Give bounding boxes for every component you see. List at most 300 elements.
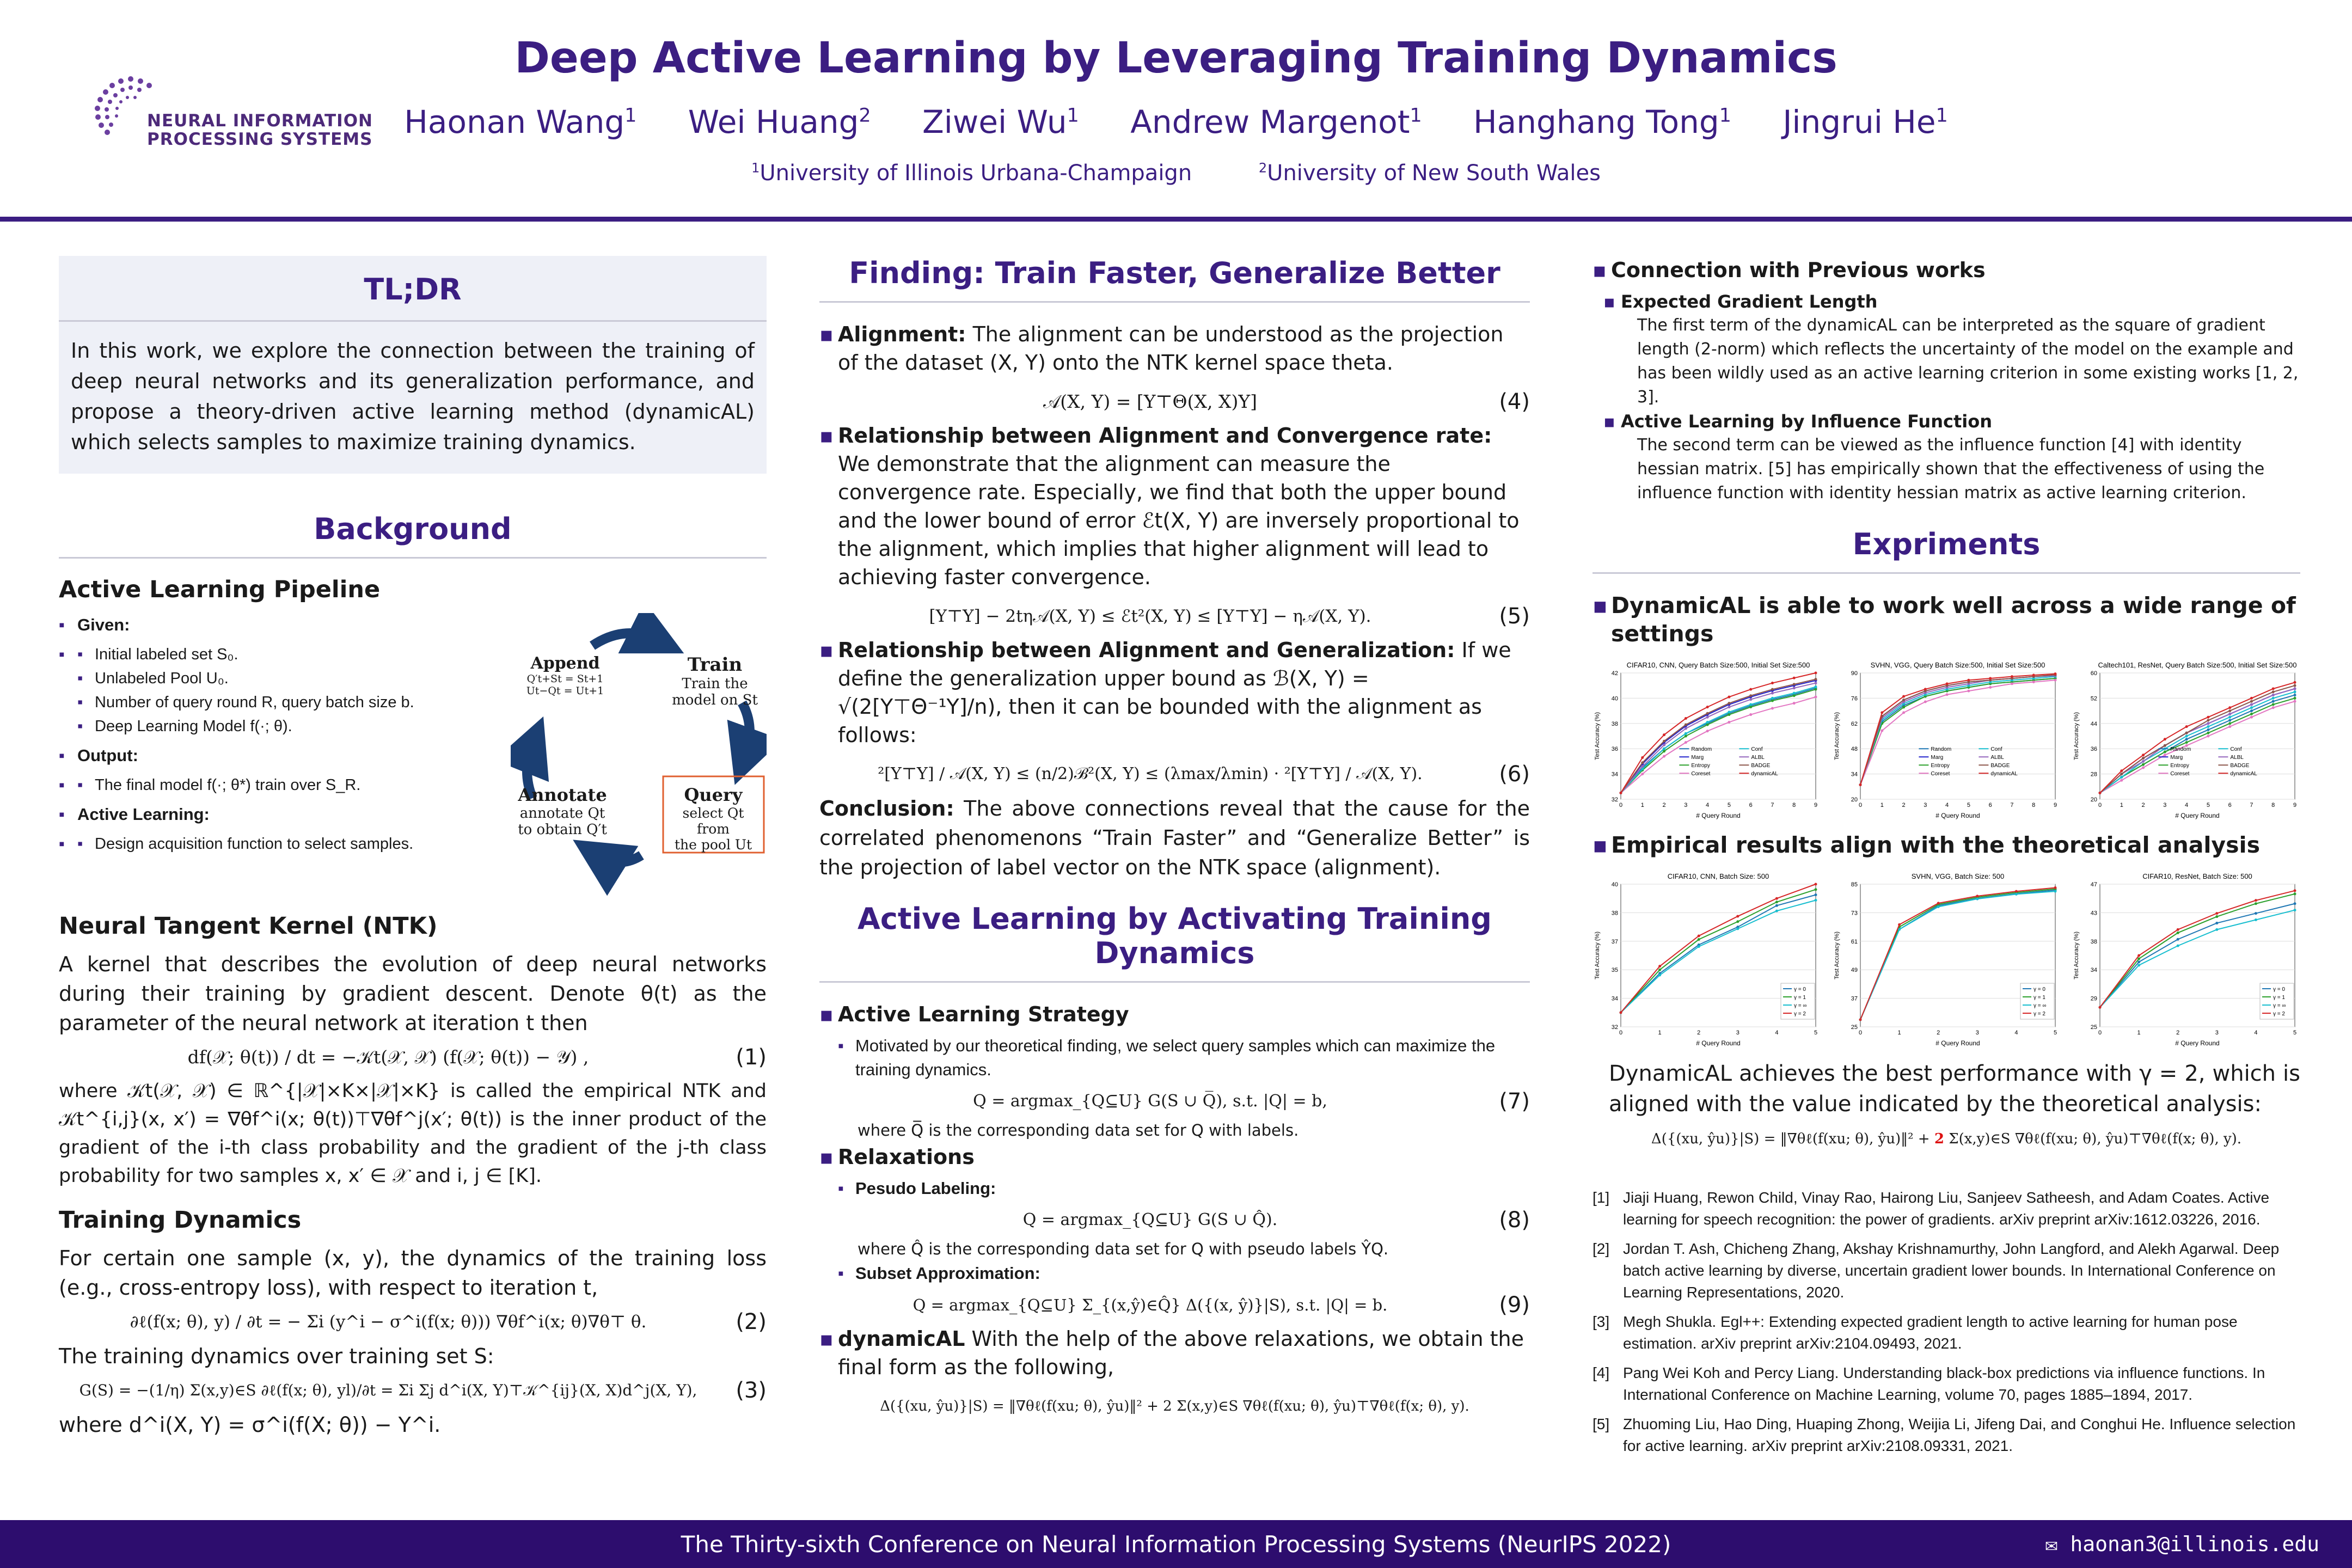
data-point [1815,672,1817,675]
chart-title: CIFAR10, ResNet, Batch Size: 500 [2142,872,2252,880]
data-point [2228,713,2231,715]
column-left [59,256,767,1440]
references [1592,1187,2300,1457]
author: Hanghang Tong$^1$ [1473,103,1731,140]
legend-label: dynamicAL [1990,771,2018,777]
y-tick-label: 38 [1611,720,1618,727]
legend-label: γ = 0 [2273,987,2285,993]
data-point [2054,890,2057,893]
data-point [2215,915,2218,918]
data-point [1749,703,1752,706]
y-tick-label: 28 [2090,771,2097,778]
subset-label: ▪ Subset Approximation: [838,1261,1530,1285]
y-tick-label: 35 [1611,967,1618,974]
if-label: ▪ Active Learning by Influence Function [1603,409,2300,433]
data-point [1793,692,1796,695]
y-tick-label: 60 [2090,670,2097,677]
data-point [1749,694,1752,697]
data-point [2272,690,2275,693]
data-point [1775,904,1778,907]
chart-svhn-vgg [1832,658,2061,821]
data-point [1793,683,1796,685]
alignment-item: ▪ Alignment: The alignment can be understood as the projection of the dataset (X, Y) onto the NTK kernel space theta. [819,320,1530,377]
data-point [1967,679,1970,682]
data-point [2250,703,2253,706]
tldr-text: In this work, we explore the connection between the training of deep neural networks and its generalization performance, and propose a theory-driven active learning method (dynamicAL) which selects samples to maximize training dynamics. [71,339,755,454]
output-item: ▪ ▪ The final model f(·; θ*) train over S_R. [77,773,505,797]
author: Wei Huang$^2$ [688,103,871,140]
data-point [2272,694,2275,696]
x-tick-label: 0 [1858,802,1863,808]
ntk-heading: Neural Tangent Kernel (NTK) [59,912,438,940]
y-tick-label: 40 [1611,695,1618,702]
legend-label: γ = 2 [2273,1011,2285,1017]
data-point [2032,681,2035,683]
data-point [2272,700,2275,703]
equation-final: Δ({(xu, ŷu)}|S) = ‖∇θℓ(f(xu; θ), ŷu)‖² + 2 Σ(x,y)∈S ∇θℓ(f(xu; θ), ŷu)⊤∇θℓ(f(x; θ), y). [880,1398,1469,1414]
legend-label: γ = 0 [2033,987,2045,993]
legend-label: Random [1931,746,1952,753]
pipeline-block [59,613,767,896]
y-tick-label: 25 [2090,1024,2097,1031]
strategy-label: ▪ Active Learning Strategy [819,1000,1530,1028]
equation-8: Q = argmax_{Q⊆U} G(S ∪ Q̂). (8) [1022,1208,1530,1233]
eq7-note: where Q̅ is the corresponding data set for Q with labels. [857,1121,1299,1140]
data-point [2185,725,2188,728]
data-point [1815,893,1817,896]
data-point [2228,719,2231,722]
y-tick-label: 32 [1611,1024,1618,1031]
y-tick-label: 38 [2090,938,2097,945]
legend-label: BADGE [1751,763,1771,769]
x-tick-label: 4 [1775,1030,1779,1036]
poster-footer [0,1520,2352,1568]
data-point [2137,957,2140,960]
y-tick-label: 90 [1851,670,1858,677]
data-point [2207,728,2209,731]
y-tick-label: 29 [2090,995,2097,1002]
y-tick-label: 20 [1851,797,1858,803]
data-point [1775,910,1778,912]
tldr-heading: TL;DR [59,256,767,322]
data-point [1775,901,1778,903]
data-point [2272,703,2275,706]
y-tick-label: 47 [2090,881,2097,888]
reference-item: [1] Jiaji Huang, Rewon Child, Vinay Rao, Hairong Liu, Sanjeev Satheesh, and Adam Coates. Active learning for speech recognition: the power of gradients. arXiv preprint arXiv:1612.03226, 2016. [1592,1189,2270,1228]
y-tick-label: 37 [1851,995,1858,1002]
legend-label: Conf [1990,746,2002,753]
x-tick-label: 6 [1749,802,1753,808]
data-point [2164,751,2166,754]
data-point [2120,773,2123,775]
author: Ziwei Wu$^1$ [922,103,1079,140]
al-item: ▪ ▪ Design acquisition function to select samples. [77,832,505,856]
x-tick-label: 5 [1727,802,1731,808]
legend-label: BADGE [2230,763,2250,769]
x-tick-label: 5 [2206,802,2210,808]
given-item: ▪ ▪ Initial labeled set S₀. [77,642,505,666]
data-point [1771,692,1774,695]
data-point [1663,744,1665,746]
data-point [2228,716,2231,719]
x-tick-label: 3 [1684,802,1688,808]
plot-area [1860,673,2055,799]
data-point [1736,915,1739,917]
x-axis-label: # Query Round [1935,1039,1980,1047]
chart-gamma-svhn-vgg [1832,869,2061,1049]
chart-title: SVHN, VGG, Batch Size: 500 [1911,872,2005,880]
data-point [2054,679,2057,682]
data-point [2255,902,2257,905]
data-point [2250,697,2253,700]
data-point [2294,681,2296,684]
data-point [2137,964,2140,966]
legend-label: γ = ∞ [1794,1003,1807,1009]
data-point [2185,741,2188,744]
data-point [1698,938,1700,941]
y-tick-label: 42 [1611,670,1618,677]
data-point [2294,892,2296,895]
contact-email[interactable]: ✉ haonan3@illinois.edu [2045,1532,2319,1556]
chart-caltech101-resnet [2072,658,2300,821]
td-heading: Training Dynamics [59,1206,302,1234]
data-point [1898,928,1901,930]
data-point [1706,724,1709,726]
poster-header [0,0,2352,218]
x-tick-label: 1 [2137,1030,2141,1036]
data-point [2207,725,2209,728]
x-tick-label: 9 [2293,802,2297,808]
equation-5: [Y⊤Y] − 2tη𝒜(X, Y) ≤ ℰt²(X, Y) ≤ [Y⊤Y] − η𝒜(X, Y). (5) [929,604,1530,629]
data-point [1881,711,1883,714]
legend-label: BADGE [1990,763,2010,769]
author-list [0,103,2352,140]
equation-4: 𝒜(X, Y) = [Y⊤Θ(X, X)Y] (4) [1043,389,1530,414]
data-point [1620,1011,1622,1014]
al-method-heading: Active Learning by Activating Training Dynamics [819,902,1530,983]
legend-label: Entropy [1691,763,1710,769]
data-point [1946,682,1949,685]
data-point [2250,706,2253,709]
data-point [2255,899,2257,902]
x-tick-label: 0 [1619,802,1623,808]
td-text-2: The training dynamics over training set S: [59,1344,494,1368]
legend-label: Random [2170,746,2191,753]
data-point [2120,779,2123,782]
data-point [2177,928,2179,931]
data-point [2294,909,2296,911]
data-point [2250,709,2253,712]
column-middle [819,256,1530,1426]
legend-label: γ = ∞ [2033,1003,2047,1009]
annotate-node: Annotate annotate Qt to obtain Q′t [518,785,607,838]
data-point [1815,696,1817,699]
data-point [1793,677,1796,679]
generalization-item: ▪ Relationship between Alignment and Generalization: If we define the generalization upper bound as ℬ(X, Y) = √(2[Y⊤Θ⁻¹Y]/n), then it can be bounded with the alignment as follows: [819,636,1530,749]
legend-label: γ = 1 [2033,995,2045,1001]
legend-label: Coreset [2170,771,2190,777]
equation-9: Q = argmax_{Q⊆U} Σ_{(x,ŷ)∈Q̂} Δ({(x, ŷ)}|S), s.t. |Q| = b. (9) [912,1293,1530,1318]
chart-row-1 [1592,658,2300,821]
x-tick-label: 7 [2010,802,2014,808]
data-point [1771,707,1774,709]
y-tick-label: 61 [1851,938,1858,945]
legend-label: Entropy [1931,763,1950,769]
legend-label: Conf [2230,746,2242,753]
data-point [2137,960,2140,963]
y-tick-label: 34 [2090,967,2097,974]
data-point [1771,697,1774,700]
legend-label: γ = 0 [1794,987,1806,993]
data-point [1706,706,1709,708]
exp-conclusion: DynamicAL achieves the best performance with γ = 2, which is aligned with the value indicated by the theoretical analysis: [1609,1061,2300,1117]
data-point [1658,969,1661,971]
data-point [1924,701,1927,703]
chart-title: Caltech101, ResNet, Query Batch Size:500, Initial Set Size:500 [2098,661,2297,669]
chart-row-2 [1592,869,2300,1049]
data-point [2294,889,2296,892]
data-point [2054,672,2057,675]
td-text-3: where d^i(X, Y) = σ^i(f(X; θ)) − Y^i. [59,1413,441,1437]
x-tick-label: 3 [1975,1030,1979,1036]
y-tick-label: 52 [2090,695,2097,702]
data-point [1924,688,1927,690]
chart-cifar10-cnn [1592,658,1821,821]
data-point [1937,905,1940,908]
y-tick-label: 32 [1611,797,1618,803]
legend-label: Random [1691,746,1712,753]
data-point [2228,722,2231,725]
x-axis-label: # Query Round [1696,812,1741,819]
legend-label: γ = 2 [1794,1011,1806,1017]
data-point [2294,690,2296,693]
data-point [2272,688,2275,690]
data-point [1881,730,1883,732]
data-point [2099,1006,2102,1009]
data-point [2142,760,2145,763]
x-tick-label: 1 [1897,1030,1901,1036]
data-point [2177,932,2179,934]
y-tick-label: 76 [1851,695,1858,702]
equation-gamma: Δ({(xu, ŷu)}|S) = ‖∇θℓ(f(xu; θ), ŷu)‖² + 2 Σ(x,y)∈S ∇θℓ(f(xu; θ), ŷu)⊤∇θℓ(f(x; θ), y). [1651,1131,2242,1147]
author: Haonan Wang$^1$ [404,103,637,140]
reference-item: [5] Zhuoming Liu, Hao Ding, Huaping Zhong, Weijia Li, Jifeng Dai, and Conghui He. Influence selection for active learning. arXiv preprint arXiv:2108.09331, 2021. [1592,1416,2296,1454]
al-label: ▪ Active Learning: [59,803,505,826]
data-point [1685,724,1687,726]
al-cycle-diagram [511,613,767,896]
data-point [2207,716,2209,719]
data-point [1728,702,1730,705]
author: Jingrui He$^1$ [1783,103,1948,140]
y-tick-label: 34 [1851,771,1858,778]
data-point [1902,695,1905,698]
legend-label: Coreset [1691,771,1711,777]
column-right [1592,256,2300,1465]
data-point [1749,706,1752,708]
data-point [1793,687,1796,689]
data-point [1976,895,1979,897]
data-point [2250,700,2253,703]
given-item: ▪ Number of query round R, query batch size b. [77,690,505,714]
convergence-item: ▪ Relationship between Alignment and Convergence rate: We demonstrate that the alignment can measure the convergence rate. Especially, we find that both the upper bound and the lower bound of error ℰt(X, Y) are inversely proportional to the alignment, which implies that higher alignment will lead to achieving faster convergence. [819,421,1530,591]
data-point [1728,713,1730,716]
data-point [1815,899,1817,902]
output-label: ▪ Output: [59,744,505,768]
plot-area [1621,673,1816,799]
equation-7: Q = argmax_{Q⊆U} G(S ∪ Q̅), s.t. |Q| = b, (7) [973,1089,1530,1114]
conclusion-text: Conclusion: The above connections reveal that the cause for the correlated phenomenons “Train Faster” and “Generalize Better” is the projection of label vector on the NTK space (alignment). [819,797,1530,879]
data-point [1902,699,1905,701]
y-tick-label: 49 [1851,967,1858,974]
x-tick-label: 4 [1945,802,1949,808]
x-tick-label: 4 [1706,802,1710,808]
append-node: Append Q′t+St = St+1 Ut−Qt = Ut+1 [526,654,604,697]
data-point [1749,688,1752,691]
author: Andrew Margenot$^1$ [1130,103,1422,140]
data-point [2120,769,2123,772]
x-tick-label: 1 [1640,802,1644,808]
equation-3: G(S) = −(1/η) Σ(x,y)∈S ∂ℓ(f(x; θ), yl)/∂t = Σi Σj d^i(X, Y)⊤𝒦^{ij}(X, X)d^j(X, Y), (3) [79,1378,767,1403]
legend-label: ALBL [1751,755,1765,761]
egl-label: ▪ Expected Gradient Length [1603,290,2300,314]
data-point [1815,685,1817,688]
y-axis-label: Test Accuracy (%) [1834,931,1840,980]
data-point [2142,767,2145,769]
data-point [2255,912,2257,915]
data-point [1728,696,1730,699]
y-axis-label: Test Accuracy (%) [2073,931,2080,980]
data-point [2032,673,2035,676]
y-tick-label: 44 [2090,720,2097,727]
data-point [1771,688,1774,691]
y-tick-label: 38 [1611,910,1618,917]
data-point [2185,735,2188,738]
legend-label: γ = 2 [2033,1011,2045,1017]
data-point [2011,675,2013,678]
data-point [1685,717,1687,720]
data-point [2215,922,2218,924]
x-tick-label: 7 [2250,802,2253,808]
data-point [1815,682,1817,684]
data-point [1641,765,1644,768]
x-tick-label: 4 [2185,802,2189,808]
y-tick-label: 40 [1611,881,1618,888]
data-point [2015,893,2018,896]
data-point [2120,776,2123,779]
x-tick-label: 2 [1662,802,1666,808]
data-point [1685,727,1687,730]
affiliation: $^1$University of Illinois Urbana-Champaign [751,161,1192,186]
x-tick-label: 2 [1697,1030,1701,1036]
y-tick-label: 62 [1851,720,1858,727]
x-axis-label: # Query Round [2175,812,2220,819]
x-tick-label: 0 [2098,802,2102,808]
x-tick-label: 4 [2014,1030,2018,1036]
data-point [2137,954,2140,957]
x-tick-label: 6 [2228,802,2232,808]
data-point [2142,754,2145,756]
data-point [1815,883,1817,886]
data-point [2207,719,2209,722]
y-axis-label: Test Accuracy (%) [1834,712,1840,761]
data-point [1620,792,1622,794]
background-heading: Background [59,512,767,559]
data-point [1793,694,1796,697]
data-point [1793,702,1796,705]
data-point [1902,706,1905,708]
y-axis-label: Test Accuracy (%) [1594,712,1601,761]
data-point [1815,888,1817,891]
final-form-item: ▪ dynamicAL With the help of the above relaxations, we obtain the final form as the following, [819,1325,1530,1381]
legend-label: Coreset [1931,771,1950,777]
data-point [1706,721,1709,724]
ntk-text-2: where 𝒦t(𝒳, 𝒳) ∈ ℝ^{|𝒳|×K×|𝒳|×K} is called the empirical NTK and 𝒦t^{i,j}(x, x′) = ∇θf^i(x; θ(t))⊤∇θf^j(x′; θ(t)) is the inner product of the gradient of the i-th class probability and the gradient of the j-th class probability for two samples x, x′ ∈ 𝒳 and i, j ∈ [K]. [59,1080,767,1187]
data-point [1641,761,1644,764]
x-tick-label: 3 [2215,1030,2219,1036]
x-tick-label: 5 [1814,1030,1818,1036]
data-point [2294,694,2296,696]
x-tick-label: 5 [2293,1030,2297,1036]
data-point [1706,716,1709,719]
data-point [1749,713,1752,716]
chart-gamma-cifar10-cnn [1592,869,1821,1049]
x-axis-label: # Query Round [2175,1039,2220,1047]
y-tick-label: 73 [1851,910,1858,917]
y-tick-label: 43 [2090,910,2097,917]
header-divider [0,217,2352,222]
exp-bullet-1: ▪ DynamicAL is able to work well across a wide range of settings [1592,591,2300,648]
legend-label: γ = 1 [2273,995,2285,1001]
legend-label: dynamicAL [2230,771,2257,777]
chart-title: CIFAR10, CNN, Query Batch Size:500, Initial Set Size:500 [1626,661,1810,669]
data-point [2228,706,2231,709]
x-tick-label: 3 [1736,1030,1739,1036]
pipeline-list [59,613,505,856]
x-tick-label: 1 [2120,802,2123,808]
legend-label: γ = 1 [1794,995,1806,1001]
x-tick-label: 9 [2053,802,2057,808]
x-tick-label: 2 [1902,802,1906,808]
data-point [1685,735,1687,738]
legend-label: ALBL [1990,755,2004,761]
reference-item: [3] Megh Shukla. Egl++: Extending expected gradient length to active learning for human pose estimation. arXiv preprint arXiv:2104.09493, 2021. [1592,1313,2238,1352]
logo-text: NEURAL INFORMATION PROCESSING SYSTEMS [147,111,373,149]
data-point [1706,712,1709,715]
exp-bullet-2: ▪ Empirical results align with the theoretical analysis [1592,831,2300,859]
x-tick-label: 8 [2271,802,2275,808]
y-tick-label: 37 [1611,938,1618,945]
x-axis-label: # Query Round [1935,812,1980,819]
finding-heading: Finding: Train Faster, Generalize Better [819,256,1530,303]
y-tick-label: 20 [2090,797,2097,803]
y-tick-label: 85 [1851,881,1858,888]
data-point [1698,934,1700,937]
chart-title: SVHN, VGG, Query Batch Size:500, Initial Set Size:500 [1870,661,2045,669]
data-point [1663,755,1665,758]
data-point [2207,722,2209,725]
data-point [2011,682,2013,685]
data-point [1728,706,1730,708]
reference-item: [2] Jordan T. Ash, Chicheng Zhang, Akshay Krishnamurthy, John Langford, and Alekh Agarwal. Deep batch active learning by diverse, uncertain gradient lower bounds. In International Conference on Learning Representations, 2020. [1592,1240,2280,1301]
data-point [1663,740,1665,743]
data-point [1698,945,1700,948]
legend-label: Marg [2170,755,2183,761]
data-point [2228,725,2231,728]
data-point [2015,890,2018,893]
data-point [1685,741,1687,744]
y-axis-label: Test Accuracy (%) [2073,712,2080,761]
relaxations-label: ▪ Relaxations [819,1143,1530,1171]
